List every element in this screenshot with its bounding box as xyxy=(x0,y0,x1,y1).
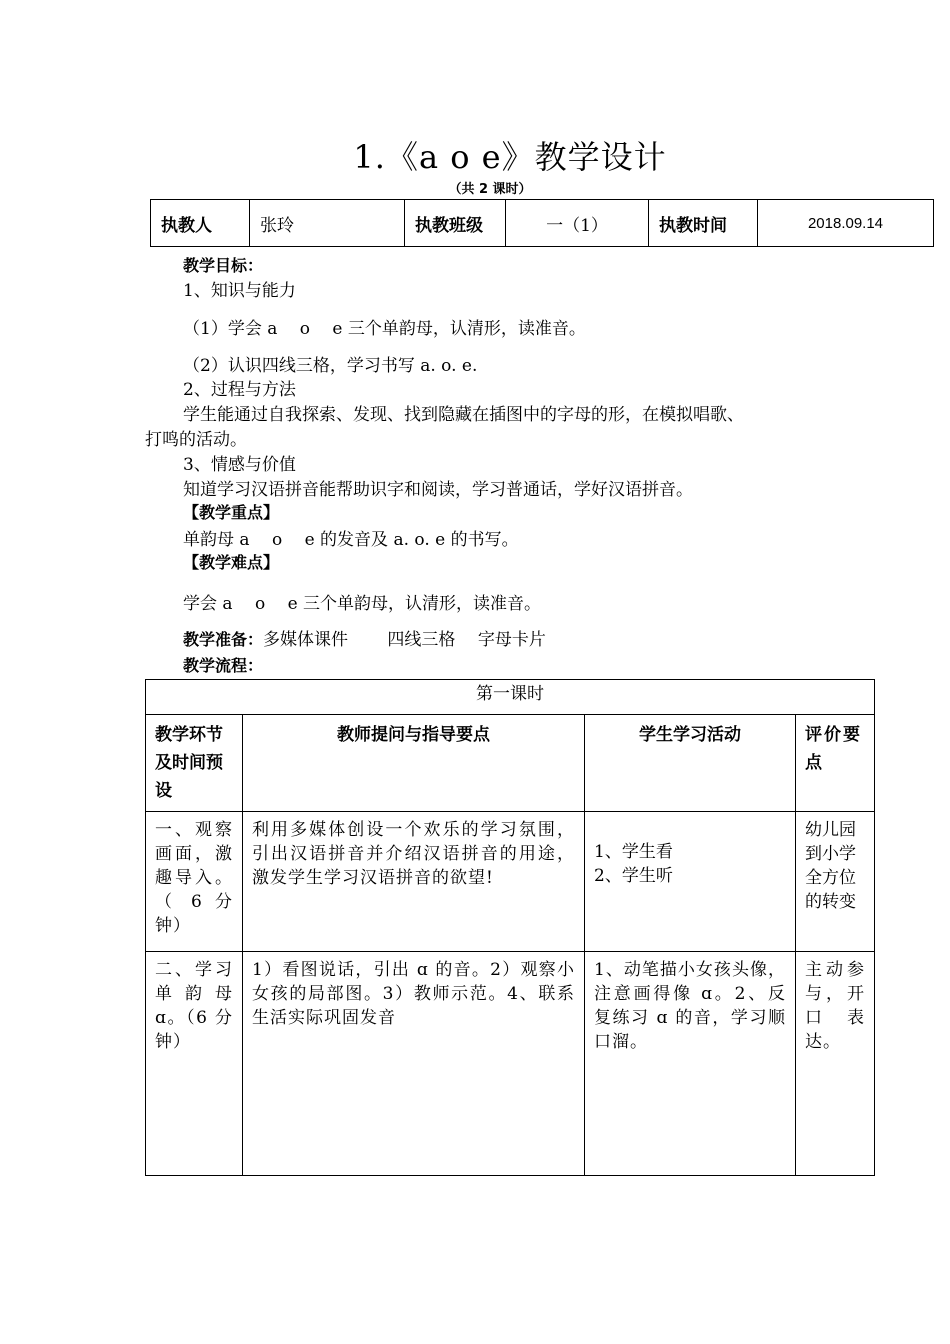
table-caption: 第一课时 xyxy=(146,680,875,715)
row1-evaluation: 幼儿园到小学全方位的转变 xyxy=(796,812,875,952)
table-row xyxy=(146,812,875,952)
header-evaluation: 评价要点 xyxy=(796,715,875,812)
key-points-text: 单韵母 a o e 的发音及 a. o. e 的书写。 xyxy=(183,530,519,550)
row1-student-line1: 1、学生看 xyxy=(594,842,673,862)
objective-2-text-cont: 打鸣的活动。 xyxy=(145,430,247,450)
row1-teacher: 利用多媒体创设一个欢乐的学习氛围，引出汉语拼音并介绍汉语拼音的用途，激发学生学习汉语拼音的欲望! xyxy=(243,812,585,952)
row1-student-line2: 2、学生听 xyxy=(594,866,673,886)
objective-1: 1、知识与能力 xyxy=(183,281,296,301)
teacher-name: 张玲 xyxy=(250,200,405,247)
preparation-text: 多媒体课件 四线三格 字母卡片 xyxy=(263,630,546,650)
row1-student xyxy=(585,812,796,952)
row2-student: 1、动笔描小女孩头像，注意画得像 ɑ。2、反复练习 ɑ 的音，学习顺口溜。 xyxy=(585,952,796,1176)
table-row xyxy=(146,952,875,1176)
header-stage: 教学环节及时间预设 xyxy=(146,715,243,812)
lesson-count: （共 2 课时） xyxy=(448,182,532,197)
row2-evaluation: 主动参与，开口 表达。 xyxy=(796,952,875,1176)
row2-stage: 二、学习单韵母 ɑ。（6 分钟） xyxy=(146,952,243,1176)
header-teacher: 教师提问与指导要点 xyxy=(243,715,585,812)
objective-1a: （1）学会 a o e 三个单韵母，认清形，读准音。 xyxy=(183,319,586,339)
difficulties-heading: 【教学难点】 xyxy=(183,553,280,572)
info-table xyxy=(150,199,934,247)
difficulties-text: 学会 a o e 三个单韵母，认清形，读准音。 xyxy=(183,594,542,614)
key-points-heading: 【教学重点】 xyxy=(183,503,280,522)
preparation-label: 教学准备： xyxy=(183,630,264,649)
page-title: 1.《a o e》教学设计 xyxy=(353,138,667,176)
preparation xyxy=(183,625,546,650)
objective-3: 3、情感与价值 xyxy=(183,455,296,475)
teacher-label: 执教人 xyxy=(151,200,250,247)
row1-stage: 一、观察画面，激趣导入。（ 6 分钟） xyxy=(146,812,243,952)
objective-2: 2、过程与方法 xyxy=(183,380,296,400)
header-student: 学生学习活动 xyxy=(585,715,796,812)
objective-1b: （2）认识四线三格，学习书写 a. o. e. xyxy=(183,356,478,376)
row2-teacher: 1）看图说话，引出 ɑ 的音。2）观察小女孩的局部图。3）教师示范。4、联系生活实际巩固发音 xyxy=(243,952,585,1176)
flow-table xyxy=(145,679,875,1176)
time-value: 2018.09.14 xyxy=(758,200,934,247)
time-label: 执教时间 xyxy=(649,200,758,247)
objectives-heading: 教学目标： xyxy=(183,256,264,275)
objective-3-text: 知道学习汉语拼音能帮助识字和阅读，学习普通话，学好汉语拼音。 xyxy=(183,480,693,500)
objective-2-text: 学生能通过自我探索、发现、找到隐藏在插图中的字母的形，在模拟唱歌、 xyxy=(183,405,744,425)
class-label: 执教班级 xyxy=(405,200,506,247)
flow-heading: 教学流程： xyxy=(183,656,264,675)
class-value: 一（1） xyxy=(506,200,649,247)
